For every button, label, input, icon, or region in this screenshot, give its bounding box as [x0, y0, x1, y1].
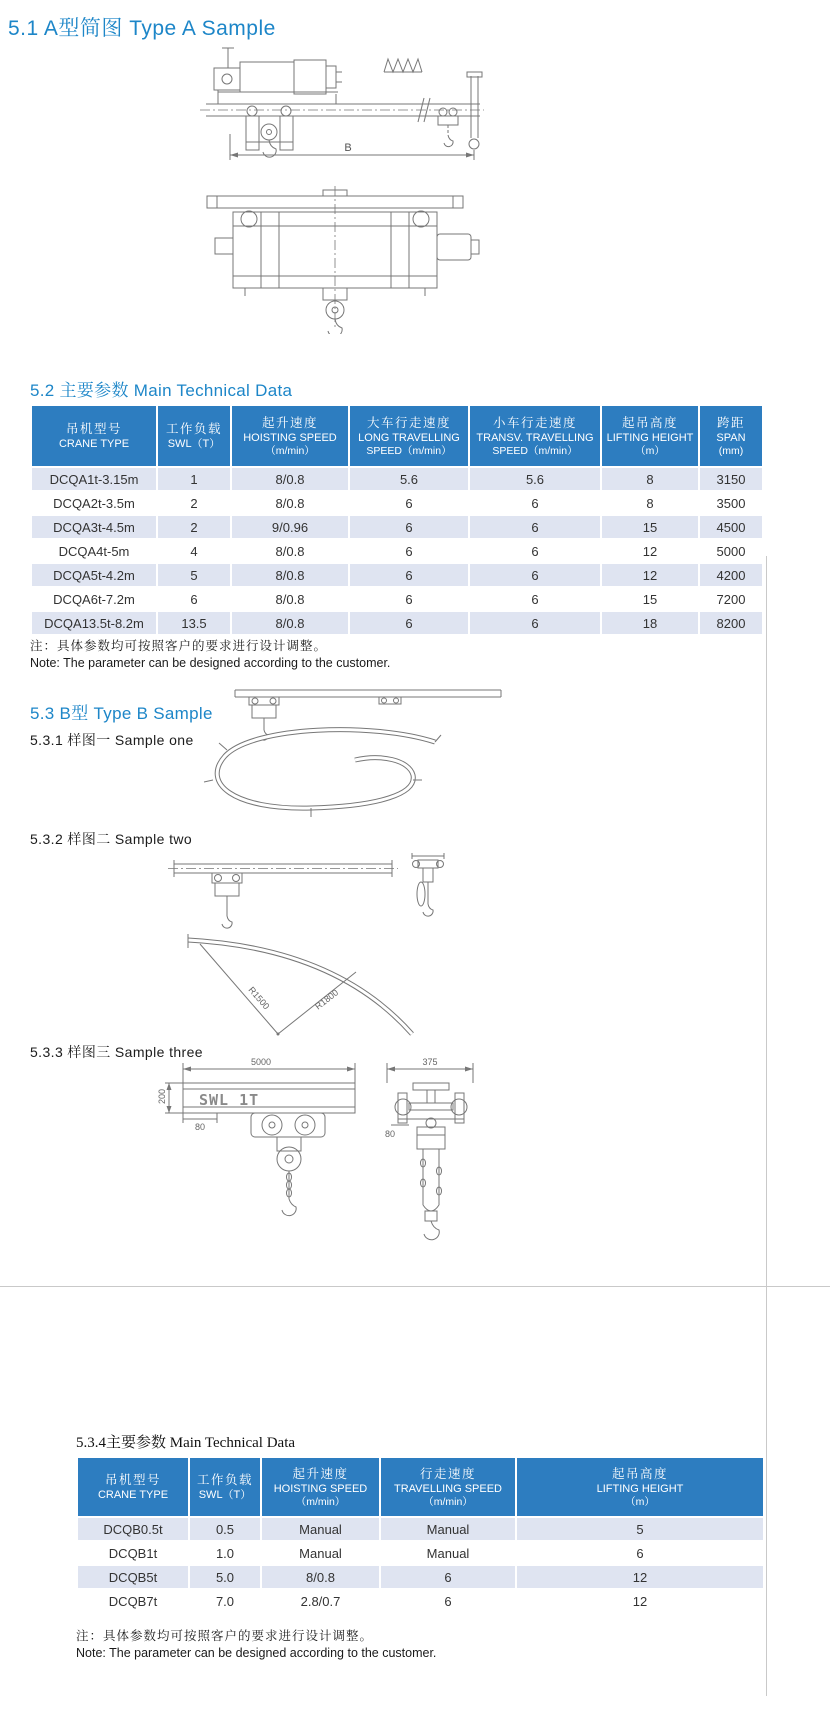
- column-header-travelling-speed: [381, 1458, 515, 1516]
- table-cell: 8/0.8: [262, 1566, 379, 1588]
- header-label-en: CRANE TYPE: [97, 1489, 169, 1501]
- table-cell: 1.0: [190, 1542, 260, 1564]
- header-label-cn: 吊机型号: [104, 1473, 161, 1487]
- dimension-label-b: B: [344, 142, 352, 154]
- dimension-label-375: 375: [422, 1057, 438, 1067]
- section-title-5-3-3: 5.3.3 样图三 Sample three: [30, 1044, 203, 1060]
- note-cn: 注：具体参数均可按照客户的要求进行设计调整。: [30, 639, 328, 653]
- table-cell: 7200: [700, 588, 762, 610]
- header-label-en: SPAN: [716, 431, 746, 444]
- sample-two-drawing: [160, 848, 500, 1038]
- type-a-spec-table: [30, 404, 764, 636]
- section-title-5-3-1: 5.3.1 样图一 Sample one: [30, 732, 194, 748]
- section-title-5-3-4: 5.3.4主要参数 Main Technical Data: [76, 1435, 296, 1451]
- table-cell: 15: [602, 516, 698, 538]
- table-row: [32, 564, 762, 586]
- table-cell: 6: [350, 516, 468, 538]
- dimension-label-5000: 5000: [250, 1057, 272, 1067]
- table-cell: 6: [350, 540, 468, 562]
- header-label-unit: （m/min）: [295, 1495, 346, 1508]
- table-cell: Manual: [381, 1518, 515, 1540]
- table-cell: 6: [470, 540, 600, 562]
- table-cell: DCQA1t-3.15m: [32, 468, 156, 490]
- column-header-transv-travelling-speed: [470, 406, 600, 466]
- table-cell: 6: [350, 588, 468, 610]
- section-title-5-2: 5.2 主要参数 Main Technical Data: [30, 381, 293, 400]
- table-cell: 5: [158, 564, 230, 586]
- table-cell: 8/0.8: [232, 492, 348, 514]
- table-cell: 6: [158, 588, 230, 610]
- header-label-cn: 吊机型号: [65, 422, 122, 436]
- note-en: Note: The parameter can be designed according to the customer.: [76, 1646, 437, 1660]
- table-cell: 6: [350, 492, 468, 514]
- table-cell: 6: [470, 492, 600, 514]
- column-header-hoisting-speed: [262, 1458, 379, 1516]
- column-header-swl: [158, 406, 230, 466]
- table-cell: Manual: [262, 1518, 379, 1540]
- column-header-swl: [190, 1458, 260, 1516]
- table-cell: DCQA5t-4.2m: [32, 564, 156, 586]
- table-cell: 4500: [700, 516, 762, 538]
- header-label-en: LONG TRAVELLING: [358, 431, 460, 444]
- table-cell: 15: [602, 588, 698, 610]
- table-cell: 2: [158, 492, 230, 514]
- header-label-cn: 工作负载: [165, 422, 222, 436]
- table-cell: 2.8/0.7: [262, 1590, 379, 1612]
- table-cell: 6: [517, 1542, 763, 1564]
- column-header-crane-type: [32, 406, 156, 466]
- header-label-en: LIFTING HEIGHT: [596, 1482, 684, 1495]
- table-cell: 5.0: [190, 1566, 260, 1588]
- swl-marking: SWL 1T: [199, 1091, 260, 1109]
- header-label-en: TRANSV. TRAVELLING: [476, 431, 594, 444]
- table-cell: 3150: [700, 468, 762, 490]
- header-label-unit: （m/min）: [265, 444, 315, 457]
- header-label-en: HOISTING SPEED: [273, 1482, 368, 1495]
- table-cell: 6: [381, 1590, 515, 1612]
- header-label-cn: 工作负载: [196, 1473, 253, 1487]
- radius-label-r1500: R1500: [246, 984, 272, 1012]
- table-cell: 6: [470, 564, 600, 586]
- table-cell: 8: [602, 492, 698, 514]
- table-cell: 4: [158, 540, 230, 562]
- table-cell: Manual: [262, 1542, 379, 1564]
- header-label-unit: （m）: [625, 1495, 655, 1508]
- table-row: [32, 468, 762, 490]
- table-row: [78, 1590, 763, 1612]
- table-cell: 9/0.96: [232, 516, 348, 538]
- header-label-en: CRANE TYPE: [58, 438, 130, 450]
- table-header-row: [78, 1458, 763, 1516]
- header-label-en: SWL（T）: [198, 1489, 252, 1501]
- table-row: [78, 1518, 763, 1540]
- column-header-lifting-height: [602, 406, 698, 466]
- column-header-long-travelling-speed: [350, 406, 468, 466]
- header-label-unit: SPEED（m/min）: [366, 444, 452, 457]
- table-cell: DCQA4t-5m: [32, 540, 156, 562]
- note-cn: 注：具体参数均可按照客户的要求进行设计调整。: [76, 1629, 374, 1643]
- type-a-end-view-drawing: [185, 182, 485, 334]
- column-header-crane-type: [78, 1458, 188, 1516]
- table-a-note: [30, 638, 390, 672]
- table-cell: DCQB5t: [78, 1566, 188, 1588]
- table-cell: 1: [158, 468, 230, 490]
- table-row: [32, 588, 762, 610]
- table-cell: Manual: [381, 1542, 515, 1564]
- page-edge-vertical-line: [766, 556, 767, 1696]
- table-row: [32, 612, 762, 634]
- header-label-en: SWL（T）: [167, 438, 221, 450]
- section-title-5-3-2: 5.3.2 样图二 Sample two: [30, 831, 193, 847]
- table-cell: 8/0.8: [232, 612, 348, 634]
- header-label-cn: 大车行走速度: [366, 415, 451, 430]
- table-row: [32, 540, 762, 562]
- header-label-cn: 跨距: [716, 415, 745, 430]
- table-cell: 8200: [700, 612, 762, 634]
- table-b-note: [76, 1628, 436, 1662]
- radius-label-r1800: R1800: [313, 987, 341, 1012]
- header-label-cn: 起吊高度: [621, 415, 678, 430]
- header-label-unit: (mm): [718, 444, 744, 457]
- table-cell: 2: [158, 516, 230, 538]
- header-label-cn: 起吊高度: [611, 1466, 668, 1481]
- table-cell: 12: [602, 540, 698, 562]
- dimension-label-80-end: 80: [385, 1129, 396, 1139]
- table-cell: 8/0.8: [232, 540, 348, 562]
- header-label-en: HOISTING SPEED: [243, 431, 337, 444]
- column-header-hoisting-speed: [232, 406, 348, 466]
- table-cell: 6: [350, 564, 468, 586]
- section-title-5-1: 5.1 A型简图 Type A Sample: [8, 17, 276, 40]
- table-cell: 5.6: [470, 468, 600, 490]
- header-label-cn: 起升速度: [261, 415, 318, 430]
- table-cell: 12: [517, 1566, 763, 1588]
- table-row: [78, 1566, 763, 1588]
- table-cell: DCQA6t-7.2m: [32, 588, 156, 610]
- table-cell: 8/0.8: [232, 564, 348, 586]
- table-cell: 0.5: [190, 1518, 260, 1540]
- type-b-spec-table: [76, 1456, 765, 1614]
- sample-one-drawing: [183, 680, 505, 825]
- header-label-unit: SPEED（m/min）: [492, 444, 578, 457]
- table-cell: DCQB7t: [78, 1590, 188, 1612]
- column-header-lifting-height: [517, 1458, 763, 1516]
- header-label-unit: （m/min）: [423, 1495, 473, 1508]
- type-a-side-view-drawing: [188, 42, 488, 170]
- table-cell: 7.0: [190, 1590, 260, 1612]
- table-cell: 4200: [700, 564, 762, 586]
- table-cell: 12: [602, 564, 698, 586]
- header-label-cn: 起升速度: [292, 1466, 349, 1481]
- table-row: [32, 516, 762, 538]
- table-row: [78, 1542, 763, 1564]
- table-cell: 5: [517, 1518, 763, 1540]
- table-cell: 8/0.8: [232, 588, 348, 610]
- table-cell: 8/0.8: [232, 468, 348, 490]
- table-cell: 13.5: [158, 612, 230, 634]
- table-cell: 6: [350, 612, 468, 634]
- table-header-row: [32, 406, 762, 466]
- table-cell: 3500: [700, 492, 762, 514]
- table-cell: DCQB1t: [78, 1542, 188, 1564]
- column-header-span: [700, 406, 762, 466]
- header-label-cn: 行走速度: [419, 1466, 476, 1481]
- table-cell: 6: [470, 588, 600, 610]
- table-cell: 8: [602, 468, 698, 490]
- table-cell: DCQA2t-3.5m: [32, 492, 156, 514]
- note-en: Note: The parameter can be designed according to the customer.: [30, 656, 391, 670]
- header-label-cn: 小车行走速度: [492, 415, 577, 430]
- table-cell: 18: [602, 612, 698, 634]
- table-row: [32, 492, 762, 514]
- table-cell: DCQA3t-4.5m: [32, 516, 156, 538]
- dimension-label-80-side: 80: [195, 1122, 206, 1132]
- table-cell: 12: [517, 1590, 763, 1612]
- sample-three-drawing: [155, 1053, 485, 1295]
- table-cell: 6: [381, 1566, 515, 1588]
- table-cell: DCQB0.5t: [78, 1518, 188, 1540]
- header-label-en: TRAVELLING SPEED: [394, 1482, 502, 1495]
- dimension-label-200: 200: [157, 1088, 167, 1104]
- header-label-en: LIFTING HEIGHT: [606, 431, 694, 444]
- table-cell: 6: [470, 612, 600, 634]
- table-cell: 5000: [700, 540, 762, 562]
- section-title-5-3: 5.3 B型 Type B Sample: [30, 704, 213, 723]
- header-label-unit: （m）: [635, 444, 665, 457]
- page-break-horizontal-line: [0, 1286, 830, 1287]
- table-cell: DCQA13.5t-8.2m: [32, 612, 156, 634]
- table-cell: 6: [470, 516, 600, 538]
- table-cell: 5.6: [350, 468, 468, 490]
